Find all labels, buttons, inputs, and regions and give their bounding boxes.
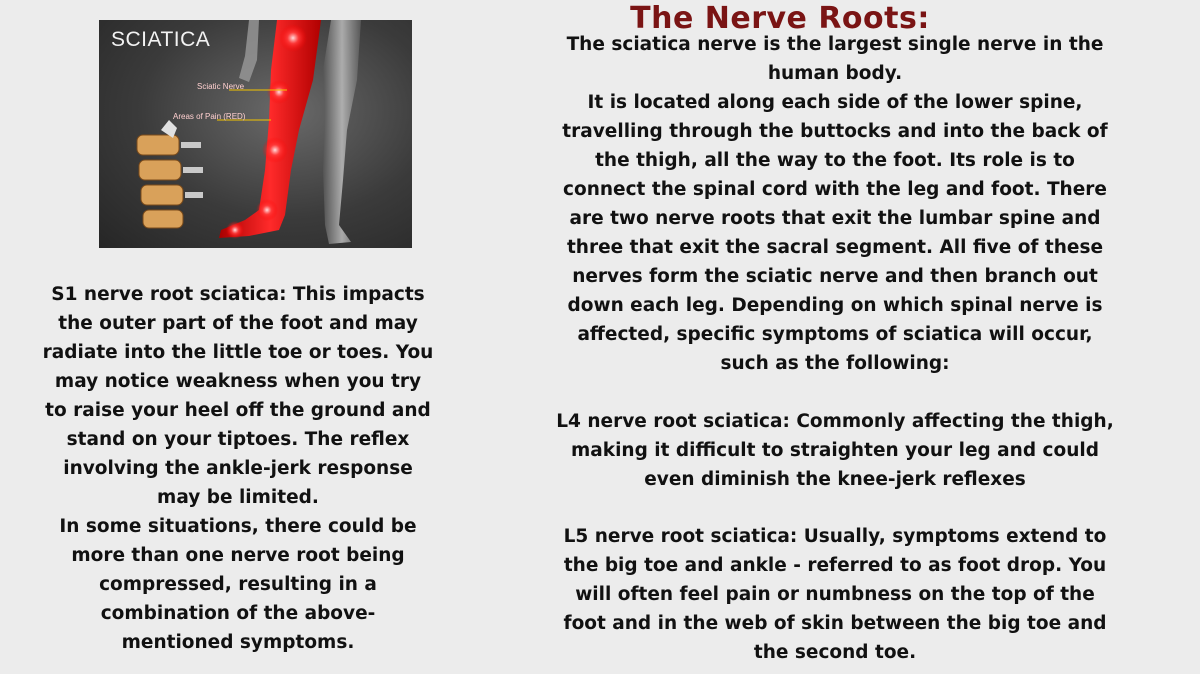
text-line: L4 nerve root sciatica: Commonly affecting the thigh, xyxy=(556,411,1114,432)
text-line: making it difficult to straighten your leg and could xyxy=(571,440,1099,461)
text-line: may be limited. xyxy=(157,487,319,508)
text-line: mentioned symptoms. xyxy=(121,632,355,653)
l4-paragraph xyxy=(505,407,1165,494)
page-title: The Nerve Roots: xyxy=(630,1,930,36)
text-line: human body. xyxy=(767,63,903,84)
text-line: three that exit the sacral segment. All five of these xyxy=(566,237,1104,258)
s1-paragraph xyxy=(8,280,468,657)
text-line: the big toe and ankle - referred to as foot drop. You xyxy=(563,555,1107,576)
text-line: radiate into the little toe or toes. You xyxy=(42,342,434,363)
leg-anatomy-graphic xyxy=(99,20,412,248)
text-line: travelling through the buttocks and into the back of xyxy=(562,121,1108,142)
label-areas-of-pain: Areas of Pain (RED) xyxy=(173,112,246,121)
text-line: S1 nerve root sciatica: This impacts xyxy=(51,284,425,305)
sciatica-illustration xyxy=(99,20,412,248)
intro-paragraph xyxy=(505,30,1165,378)
text-line: may notice weakness when you try xyxy=(54,371,422,392)
text-line: involving the ankle-jerk response xyxy=(63,458,413,479)
text-line: It is located along each side of the lower spine, xyxy=(587,92,1083,113)
text-line: the outer part of the foot and may xyxy=(58,313,418,334)
text-line: the second toe. xyxy=(753,642,917,663)
text-line: more than one nerve root being xyxy=(71,545,405,566)
text-line: to raise your heel off the ground and xyxy=(45,400,431,421)
text-line: such as the following: xyxy=(720,353,950,374)
text-line: foot and in the web of skin between the big toe and xyxy=(563,613,1107,634)
l5-paragraph xyxy=(505,522,1165,667)
text-line: L5 nerve root sciatica: Usually, symptoms extend to xyxy=(563,526,1107,547)
text-line: the thigh, all the way to the foot. Its role is to xyxy=(595,150,1075,171)
text-line: nerves form the sciatic nerve and then branch out xyxy=(572,266,1098,287)
text-line: down each leg. Depending on which spinal nerve is xyxy=(567,295,1103,316)
illustration-title: SCIATICA xyxy=(111,28,211,51)
text-line: connect the spinal cord with the leg and foot. There xyxy=(563,179,1107,200)
text-line: even diminish the knee-jerk reflexes xyxy=(644,469,1026,490)
text-line: In some situations, there could be xyxy=(59,516,417,537)
text-line: affected, specific symptoms of sciatica will occur, xyxy=(577,324,1093,345)
label-sciatic-nerve: Sciatic Nerve xyxy=(197,82,245,91)
text-line: will often feel pain or numbness on the top of the xyxy=(575,584,1095,605)
text-line: stand on your tiptoes. The reflex xyxy=(66,429,410,450)
text-line: The sciatica nerve is the largest single nerve in the xyxy=(566,34,1104,55)
text-line: compressed, resulting in a xyxy=(99,574,377,595)
text-line: are two nerve roots that exit the lumbar spine and xyxy=(569,208,1101,229)
text-line: combination of the above- xyxy=(100,603,376,624)
